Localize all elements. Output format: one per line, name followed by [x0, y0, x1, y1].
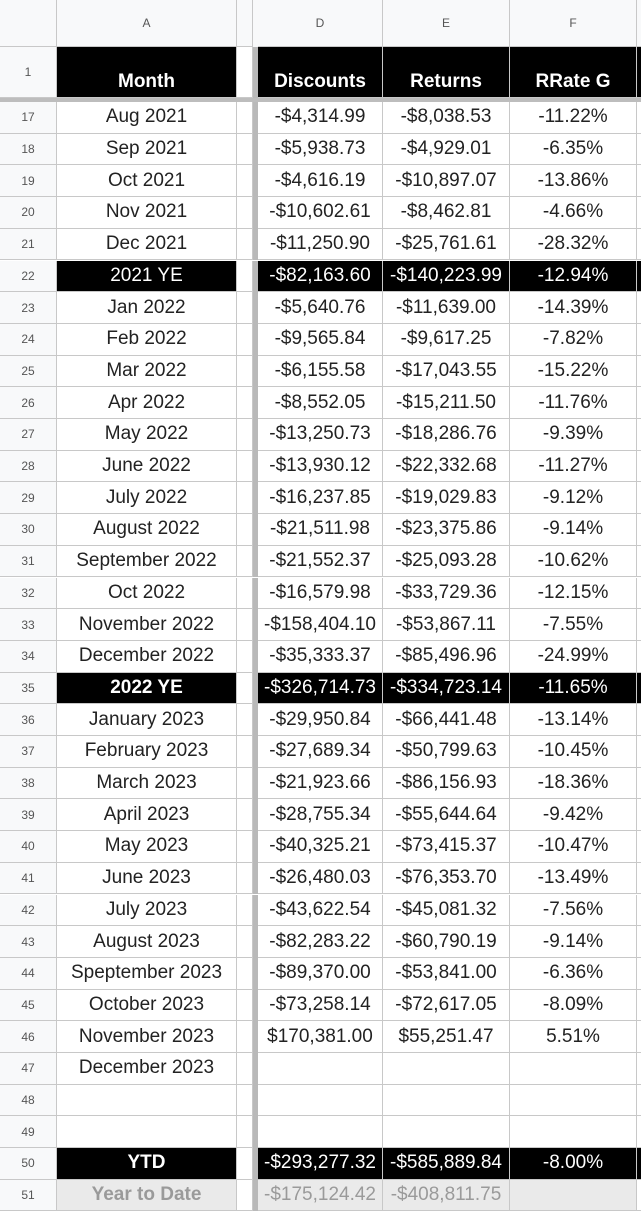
row-number[interactable]: 30 — [0, 514, 57, 546]
cell-overflow[interactable] — [637, 197, 641, 229]
cell-discounts[interactable]: -$27,689.34 — [258, 736, 383, 768]
row-number[interactable]: 50 — [0, 1148, 57, 1180]
cell-month[interactable]: Dec 2021 — [57, 229, 237, 261]
cell-blank[interactable] — [237, 134, 253, 166]
cell-blank[interactable] — [237, 926, 253, 958]
cell-rrate[interactable]: -18.36% — [510, 768, 637, 800]
cell-month[interactable]: August 2023 — [57, 926, 237, 958]
cell-discounts[interactable]: -$29,950.84 — [258, 704, 383, 736]
table-row — [0, 387, 641, 419]
table-row — [0, 1116, 641, 1148]
cell-discounts[interactable]: -$43,622.54 — [258, 895, 383, 927]
row-number[interactable]: 33 — [0, 609, 57, 641]
cell-blank[interactable] — [237, 229, 253, 261]
cell-blank[interactable] — [237, 1085, 253, 1117]
cell-blank[interactable] — [237, 324, 253, 356]
cell-blank[interactable] — [237, 641, 253, 673]
row-number[interactable]: 49 — [0, 1116, 57, 1148]
row-number[interactable]: 1 — [0, 47, 57, 98]
cell-month[interactable]: 2022 YE — [57, 673, 237, 705]
table-row — [0, 514, 641, 546]
cell-blank[interactable] — [237, 1116, 253, 1148]
row-number[interactable]: 41 — [0, 863, 57, 895]
cell-month[interactable]: Year to Date — [57, 1180, 237, 1211]
cell-discounts[interactable]: -$13,930.12 — [258, 451, 383, 483]
cell-month[interactable]: YTD — [57, 1148, 237, 1180]
cell-month[interactable]: Apr 2022 — [57, 387, 237, 419]
cell-overflow[interactable] — [637, 451, 641, 483]
cell-returns[interactable]: -$4,929.01 — [383, 134, 510, 166]
cell-discounts[interactable]: -$326,714.73 — [258, 673, 383, 705]
cell-month[interactable]: November 2023 — [57, 1021, 237, 1053]
cell-month[interactable]: January 2023 — [57, 704, 237, 736]
cell-blank[interactable] — [237, 831, 253, 863]
cell-month[interactable]: April 2023 — [57, 799, 237, 831]
cell-month[interactable]: Feb 2022 — [57, 324, 237, 356]
cell-month[interactable]: Mar 2022 — [57, 356, 237, 388]
cell-overflow[interactable] — [637, 1148, 641, 1180]
cell-overflow[interactable] — [637, 958, 641, 990]
cell-overflow[interactable] — [637, 134, 641, 166]
cell-discounts[interactable]: -$16,237.85 — [258, 482, 383, 514]
cell-month[interactable]: October 2023 — [57, 990, 237, 1022]
cell-returns[interactable]: -$53,841.00 — [383, 958, 510, 990]
table-row — [0, 578, 641, 610]
cell-returns[interactable]: -$23,375.86 — [383, 514, 510, 546]
cell-month[interactable]: August 2022 — [57, 514, 237, 546]
table-row — [0, 895, 641, 927]
table-row — [0, 736, 641, 768]
cell-discounts[interactable]: -$4,616.19 — [258, 165, 383, 197]
cell-month[interactable]: Jan 2022 — [57, 292, 237, 324]
cell-blank[interactable] — [237, 1148, 253, 1180]
cell-discounts[interactable]: -$13,250.73 — [258, 419, 383, 451]
cell-blank[interactable] — [237, 958, 253, 990]
cell-rrate[interactable]: -8.09% — [510, 990, 637, 1022]
column-header-e[interactable]: E — [383, 0, 510, 47]
row-number[interactable]: 37 — [0, 736, 57, 768]
cell-overflow[interactable] — [637, 1053, 641, 1085]
cell-rrate[interactable]: -28.32% — [510, 229, 637, 261]
row-number[interactable]: 38 — [0, 768, 57, 800]
cell-returns[interactable]: -$10,897.07 — [383, 165, 510, 197]
cell-month[interactable]: November 2022 — [57, 609, 237, 641]
row-number[interactable]: 39 — [0, 799, 57, 831]
cell-discounts[interactable]: -$40,325.21 — [258, 831, 383, 863]
cell-returns[interactable] — [383, 1085, 510, 1117]
row-number[interactable]: 45 — [0, 990, 57, 1022]
cell-rrate[interactable]: -9.12% — [510, 482, 637, 514]
table-row — [0, 1148, 641, 1180]
cell-rrate[interactable]: -15.22% — [510, 356, 637, 388]
cell-returns[interactable]: -$9,617.25 — [383, 324, 510, 356]
cell-rrate[interactable]: -9.14% — [510, 514, 637, 546]
cell-overflow[interactable] — [637, 578, 641, 610]
cell-month[interactable] — [57, 1116, 237, 1148]
column-header-g[interactable] — [637, 0, 641, 47]
cell-month[interactable]: June 2023 — [57, 863, 237, 895]
row-number[interactable]: 22 — [0, 261, 57, 293]
cell-rrate[interactable]: -12.15% — [510, 578, 637, 610]
cell-rrate[interactable] — [510, 1085, 637, 1117]
cell-rrate[interactable]: -9.39% — [510, 419, 637, 451]
cell-blank[interactable] — [237, 1180, 253, 1211]
cell-blank[interactable] — [237, 1053, 253, 1085]
cell-returns[interactable] — [383, 1116, 510, 1148]
cell-month[interactable]: February 2023 — [57, 736, 237, 768]
cell-returns[interactable]: -$55,644.64 — [383, 799, 510, 831]
cell-blank[interactable] — [237, 799, 253, 831]
cell-month[interactable]: December 2023 — [57, 1053, 237, 1085]
row-number[interactable]: 31 — [0, 546, 57, 578]
table-row — [0, 641, 641, 673]
cell-overflow[interactable] — [637, 673, 641, 705]
cell-blank[interactable] — [237, 102, 253, 134]
cell-rrate[interactable]: -24.99% — [510, 641, 637, 673]
cell-discounts[interactable]: -$8,552.05 — [258, 387, 383, 419]
row-number[interactable]: 47 — [0, 1053, 57, 1085]
cell-overflow[interactable] — [637, 356, 641, 388]
cell-returns[interactable]: -$66,441.48 — [383, 704, 510, 736]
table-row — [0, 482, 641, 514]
cell-discounts[interactable]: -$293,277.32 — [258, 1148, 383, 1180]
cell-returns[interactable]: -$53,867.11 — [383, 609, 510, 641]
cell-discounts[interactable]: -$21,923.66 — [258, 768, 383, 800]
row-number[interactable]: 21 — [0, 229, 57, 261]
row-number[interactable]: 25 — [0, 356, 57, 388]
cell-returns[interactable]: -$76,353.70 — [383, 863, 510, 895]
cell-discounts[interactable]: -$9,565.84 — [258, 324, 383, 356]
header-discounts[interactable]: Discounts — [258, 47, 383, 98]
cell-overflow[interactable] — [637, 1085, 641, 1117]
cell-discounts[interactable] — [258, 1116, 383, 1148]
cell-returns[interactable] — [383, 1053, 510, 1085]
cell-rrate[interactable]: -13.86% — [510, 165, 637, 197]
cell-discounts[interactable]: -$175,124.42 — [258, 1180, 383, 1211]
header-month[interactable]: Month — [57, 47, 237, 98]
row-number[interactable]: 17 — [0, 102, 57, 134]
cell-blank[interactable] — [237, 387, 253, 419]
row-number[interactable]: 32 — [0, 578, 57, 610]
cell-overflow[interactable] — [637, 514, 641, 546]
cell-rrate[interactable]: -9.42% — [510, 799, 637, 831]
table-row — [0, 926, 641, 958]
cell-returns[interactable]: -$33,729.36 — [383, 578, 510, 610]
cell-returns[interactable]: -$22,332.68 — [383, 451, 510, 483]
cell-returns[interactable]: -$334,723.14 — [383, 673, 510, 705]
cell-discounts[interactable]: -$82,283.22 — [258, 926, 383, 958]
header-overflow[interactable] — [637, 47, 641, 98]
cell-rrate[interactable]: -8.00% — [510, 1148, 637, 1180]
cell-discounts[interactable] — [258, 1085, 383, 1117]
cell-rrate[interactable]: -4.66% — [510, 197, 637, 229]
cell-discounts[interactable]: -$21,511.98 — [258, 514, 383, 546]
cell-overflow[interactable] — [637, 641, 641, 673]
cell-blank[interactable] — [237, 768, 253, 800]
table-row — [0, 229, 641, 261]
cell-rrate[interactable]: -11.65% — [510, 673, 637, 705]
row-number[interactable]: 26 — [0, 387, 57, 419]
cell-blank[interactable] — [237, 261, 253, 293]
cell-blank[interactable] — [237, 165, 253, 197]
cell-returns[interactable]: -$86,156.93 — [383, 768, 510, 800]
cell-rrate[interactable]: -9.14% — [510, 926, 637, 958]
cell-rrate[interactable]: -10.47% — [510, 831, 637, 863]
cell-returns[interactable]: -$15,211.50 — [383, 387, 510, 419]
cell-blank[interactable] — [237, 356, 253, 388]
cell-rrate[interactable]: -10.45% — [510, 736, 637, 768]
cell-blank[interactable] — [237, 863, 253, 895]
cell-overflow[interactable] — [637, 229, 641, 261]
header-rrate[interactable]: RRate G — [510, 47, 637, 98]
cell-blank[interactable] — [237, 704, 253, 736]
table-row — [0, 799, 641, 831]
cell-overflow[interactable] — [637, 324, 641, 356]
cell-blank[interactable] — [237, 292, 253, 324]
cell-month[interactable]: December 2022 — [57, 641, 237, 673]
table-row — [0, 292, 641, 324]
cell-overflow[interactable] — [637, 831, 641, 863]
row-number[interactable]: 18 — [0, 134, 57, 166]
row-number[interactable]: 46 — [0, 1021, 57, 1053]
row-number[interactable]: 48 — [0, 1085, 57, 1117]
cell-overflow[interactable] — [637, 1116, 641, 1148]
table-row — [0, 261, 641, 293]
cell-discounts[interactable]: -$73,258.14 — [258, 990, 383, 1022]
cell-overflow[interactable] — [637, 102, 641, 134]
cell-discounts[interactable]: -$21,552.37 — [258, 546, 383, 578]
cell-blank[interactable] — [237, 736, 253, 768]
cell-blank[interactable] — [237, 578, 253, 610]
cell-rrate[interactable] — [510, 1053, 637, 1085]
cell-discounts[interactable]: -$4,314.99 — [258, 102, 383, 134]
cell-returns[interactable]: -$60,790.19 — [383, 926, 510, 958]
row-number[interactable]: 35 — [0, 673, 57, 705]
cell-discounts[interactable]: $170,381.00 — [258, 1021, 383, 1053]
row-number[interactable]: 28 — [0, 451, 57, 483]
cell-discounts[interactable] — [258, 1053, 383, 1085]
table-row — [0, 451, 641, 483]
column-header-d[interactable]: D — [258, 0, 383, 47]
cell-blank[interactable] — [237, 990, 253, 1022]
table-row — [0, 768, 641, 800]
cell-month[interactable]: March 2023 — [57, 768, 237, 800]
row-number[interactable]: 23 — [0, 292, 57, 324]
cell-blank[interactable] — [237, 1021, 253, 1053]
table-row — [0, 831, 641, 863]
table-row — [0, 102, 641, 134]
cell-month[interactable]: May 2023 — [57, 831, 237, 863]
cell-rrate[interactable]: -13.14% — [510, 704, 637, 736]
cell-discounts[interactable]: -$5,640.76 — [258, 292, 383, 324]
cell-overflow[interactable] — [637, 768, 641, 800]
cell-overflow[interactable] — [637, 799, 641, 831]
cell-returns[interactable]: -$140,223.99 — [383, 261, 510, 293]
cell-discounts[interactable]: -$5,938.73 — [258, 134, 383, 166]
cell-rrate[interactable]: -10.62% — [510, 546, 637, 578]
cell-overflow[interactable] — [637, 546, 641, 578]
cell-returns[interactable]: -$45,081.32 — [383, 895, 510, 927]
cell-rrate[interactable]: -11.27% — [510, 451, 637, 483]
cell-overflow[interactable] — [637, 609, 641, 641]
cell-discounts[interactable]: -$28,755.34 — [258, 799, 383, 831]
cell-blank[interactable] — [237, 482, 253, 514]
cell-overflow[interactable] — [637, 261, 641, 293]
cell-discounts[interactable]: -$6,155.58 — [258, 356, 383, 388]
cell-returns[interactable]: -$8,038.53 — [383, 102, 510, 134]
cell-month[interactable]: July 2023 — [57, 895, 237, 927]
cell-blank[interactable] — [237, 609, 253, 641]
table-row — [0, 419, 641, 451]
cell-month[interactable]: June 2022 — [57, 451, 237, 483]
cell-discounts[interactable]: -$10,602.61 — [258, 197, 383, 229]
row-number[interactable]: 44 — [0, 958, 57, 990]
row-number[interactable]: 24 — [0, 324, 57, 356]
cell-returns[interactable]: -$18,286.76 — [383, 419, 510, 451]
table-row — [0, 134, 641, 166]
row-number[interactable]: 36 — [0, 704, 57, 736]
select-all-corner[interactable] — [0, 0, 57, 47]
header-blank[interactable] — [237, 47, 253, 98]
cell-month[interactable]: Aug 2021 — [57, 102, 237, 134]
cell-month[interactable]: Speptember 2023 — [57, 958, 237, 990]
table-row — [0, 704, 641, 736]
column-header-a[interactable]: A — [57, 0, 237, 47]
cell-overflow[interactable] — [637, 895, 641, 927]
cell-rrate[interactable]: -7.55% — [510, 609, 637, 641]
cell-rrate[interactable]: -14.39% — [510, 292, 637, 324]
cell-discounts[interactable]: -$16,579.98 — [258, 578, 383, 610]
cell-overflow[interactable] — [637, 292, 641, 324]
cell-overflow[interactable] — [637, 704, 641, 736]
cell-returns[interactable]: -$408,811.75 — [383, 1180, 510, 1211]
table-row — [0, 863, 641, 895]
row-number[interactable]: 29 — [0, 482, 57, 514]
table-row — [0, 1180, 641, 1211]
cell-overflow[interactable] — [637, 736, 641, 768]
cell-overflow[interactable] — [637, 990, 641, 1022]
table-row — [0, 1021, 641, 1053]
table-row — [0, 1053, 641, 1085]
row-number[interactable]: 34 — [0, 641, 57, 673]
cell-overflow[interactable] — [637, 482, 641, 514]
table-row — [0, 165, 641, 197]
cell-overflow[interactable] — [637, 926, 641, 958]
cell-returns[interactable]: -$11,639.00 — [383, 292, 510, 324]
cell-overflow[interactable] — [637, 863, 641, 895]
cell-returns[interactable]: -$25,093.28 — [383, 546, 510, 578]
table-row — [0, 356, 641, 388]
cell-month[interactable] — [57, 1085, 237, 1117]
table-row — [0, 673, 641, 705]
cell-returns[interactable]: -$19,029.83 — [383, 482, 510, 514]
header-returns[interactable]: Returns — [383, 47, 510, 98]
row-number[interactable]: 27 — [0, 419, 57, 451]
cell-blank[interactable] — [237, 451, 253, 483]
cell-overflow[interactable] — [637, 419, 641, 451]
table-row — [0, 546, 641, 578]
cell-month[interactable]: July 2022 — [57, 482, 237, 514]
row-number[interactable]: 19 — [0, 165, 57, 197]
cell-returns[interactable]: -$73,415.37 — [383, 831, 510, 863]
cell-rrate[interactable]: -7.82% — [510, 324, 637, 356]
cell-rrate[interactable]: -13.49% — [510, 863, 637, 895]
table-row — [0, 1085, 641, 1117]
cell-discounts[interactable]: -$82,163.60 — [258, 261, 383, 293]
cell-month[interactable]: September 2022 — [57, 546, 237, 578]
cell-blank[interactable] — [237, 895, 253, 927]
column-header-row — [0, 0, 641, 47]
cell-discounts[interactable]: -$35,333.37 — [258, 641, 383, 673]
cell-returns[interactable]: -$25,761.61 — [383, 229, 510, 261]
column-header-f[interactable]: F — [510, 0, 637, 47]
cell-month[interactable]: 2021 YE — [57, 261, 237, 293]
row-number[interactable]: 40 — [0, 831, 57, 863]
row-number[interactable]: 51 — [0, 1180, 57, 1211]
cell-rrate[interactable] — [510, 1116, 637, 1148]
row-number[interactable]: 43 — [0, 926, 57, 958]
cell-discounts[interactable]: -$11,250.90 — [258, 229, 383, 261]
cell-month[interactable]: Oct 2021 — [57, 165, 237, 197]
cell-blank[interactable] — [237, 419, 253, 451]
cell-rrate[interactable]: -7.56% — [510, 895, 637, 927]
table-row — [0, 609, 641, 641]
table-row — [0, 197, 641, 229]
cell-returns[interactable]: $55,251.47 — [383, 1021, 510, 1053]
cell-returns[interactable]: -$17,043.55 — [383, 356, 510, 388]
cell-returns[interactable]: -$85,496.96 — [383, 641, 510, 673]
cell-month[interactable]: Oct 2022 — [57, 578, 237, 610]
cell-overflow[interactable] — [637, 387, 641, 419]
cell-discounts[interactable]: -$158,404.10 — [258, 609, 383, 641]
cell-returns[interactable]: -$50,799.63 — [383, 736, 510, 768]
cell-discounts[interactable]: -$26,480.03 — [258, 863, 383, 895]
cell-overflow[interactable] — [637, 165, 641, 197]
cell-rrate[interactable]: 5.51% — [510, 1021, 637, 1053]
cell-rrate[interactable]: -12.94% — [510, 261, 637, 293]
cell-discounts[interactable]: -$89,370.00 — [258, 958, 383, 990]
table-row — [0, 324, 641, 356]
table-row — [0, 958, 641, 990]
row-number[interactable]: 20 — [0, 197, 57, 229]
cell-month[interactable]: May 2022 — [57, 419, 237, 451]
cell-overflow[interactable] — [637, 1021, 641, 1053]
cell-month[interactable]: Sep 2021 — [57, 134, 237, 166]
cell-returns[interactable]: -$585,889.84 — [383, 1148, 510, 1180]
cell-returns[interactable]: -$8,462.81 — [383, 197, 510, 229]
cell-blank[interactable] — [237, 673, 253, 705]
cell-returns[interactable]: -$72,617.05 — [383, 990, 510, 1022]
column-header-b[interactable] — [237, 0, 253, 47]
cell-rrate[interactable]: -11.76% — [510, 387, 637, 419]
cell-rrate[interactable]: -6.36% — [510, 958, 637, 990]
cell-month[interactable]: Nov 2021 — [57, 197, 237, 229]
cell-rrate[interactable]: -6.35% — [510, 134, 637, 166]
row-number[interactable]: 42 — [0, 895, 57, 927]
cell-blank[interactable] — [237, 546, 253, 578]
cell-overflow[interactable] — [637, 1180, 641, 1211]
cell-rrate[interactable] — [510, 1180, 637, 1211]
cell-blank[interactable] — [237, 197, 253, 229]
cell-blank[interactable] — [237, 514, 253, 546]
cell-rrate[interactable]: -11.22% — [510, 102, 637, 134]
header-row — [0, 47, 641, 98]
table-row — [0, 990, 641, 1022]
